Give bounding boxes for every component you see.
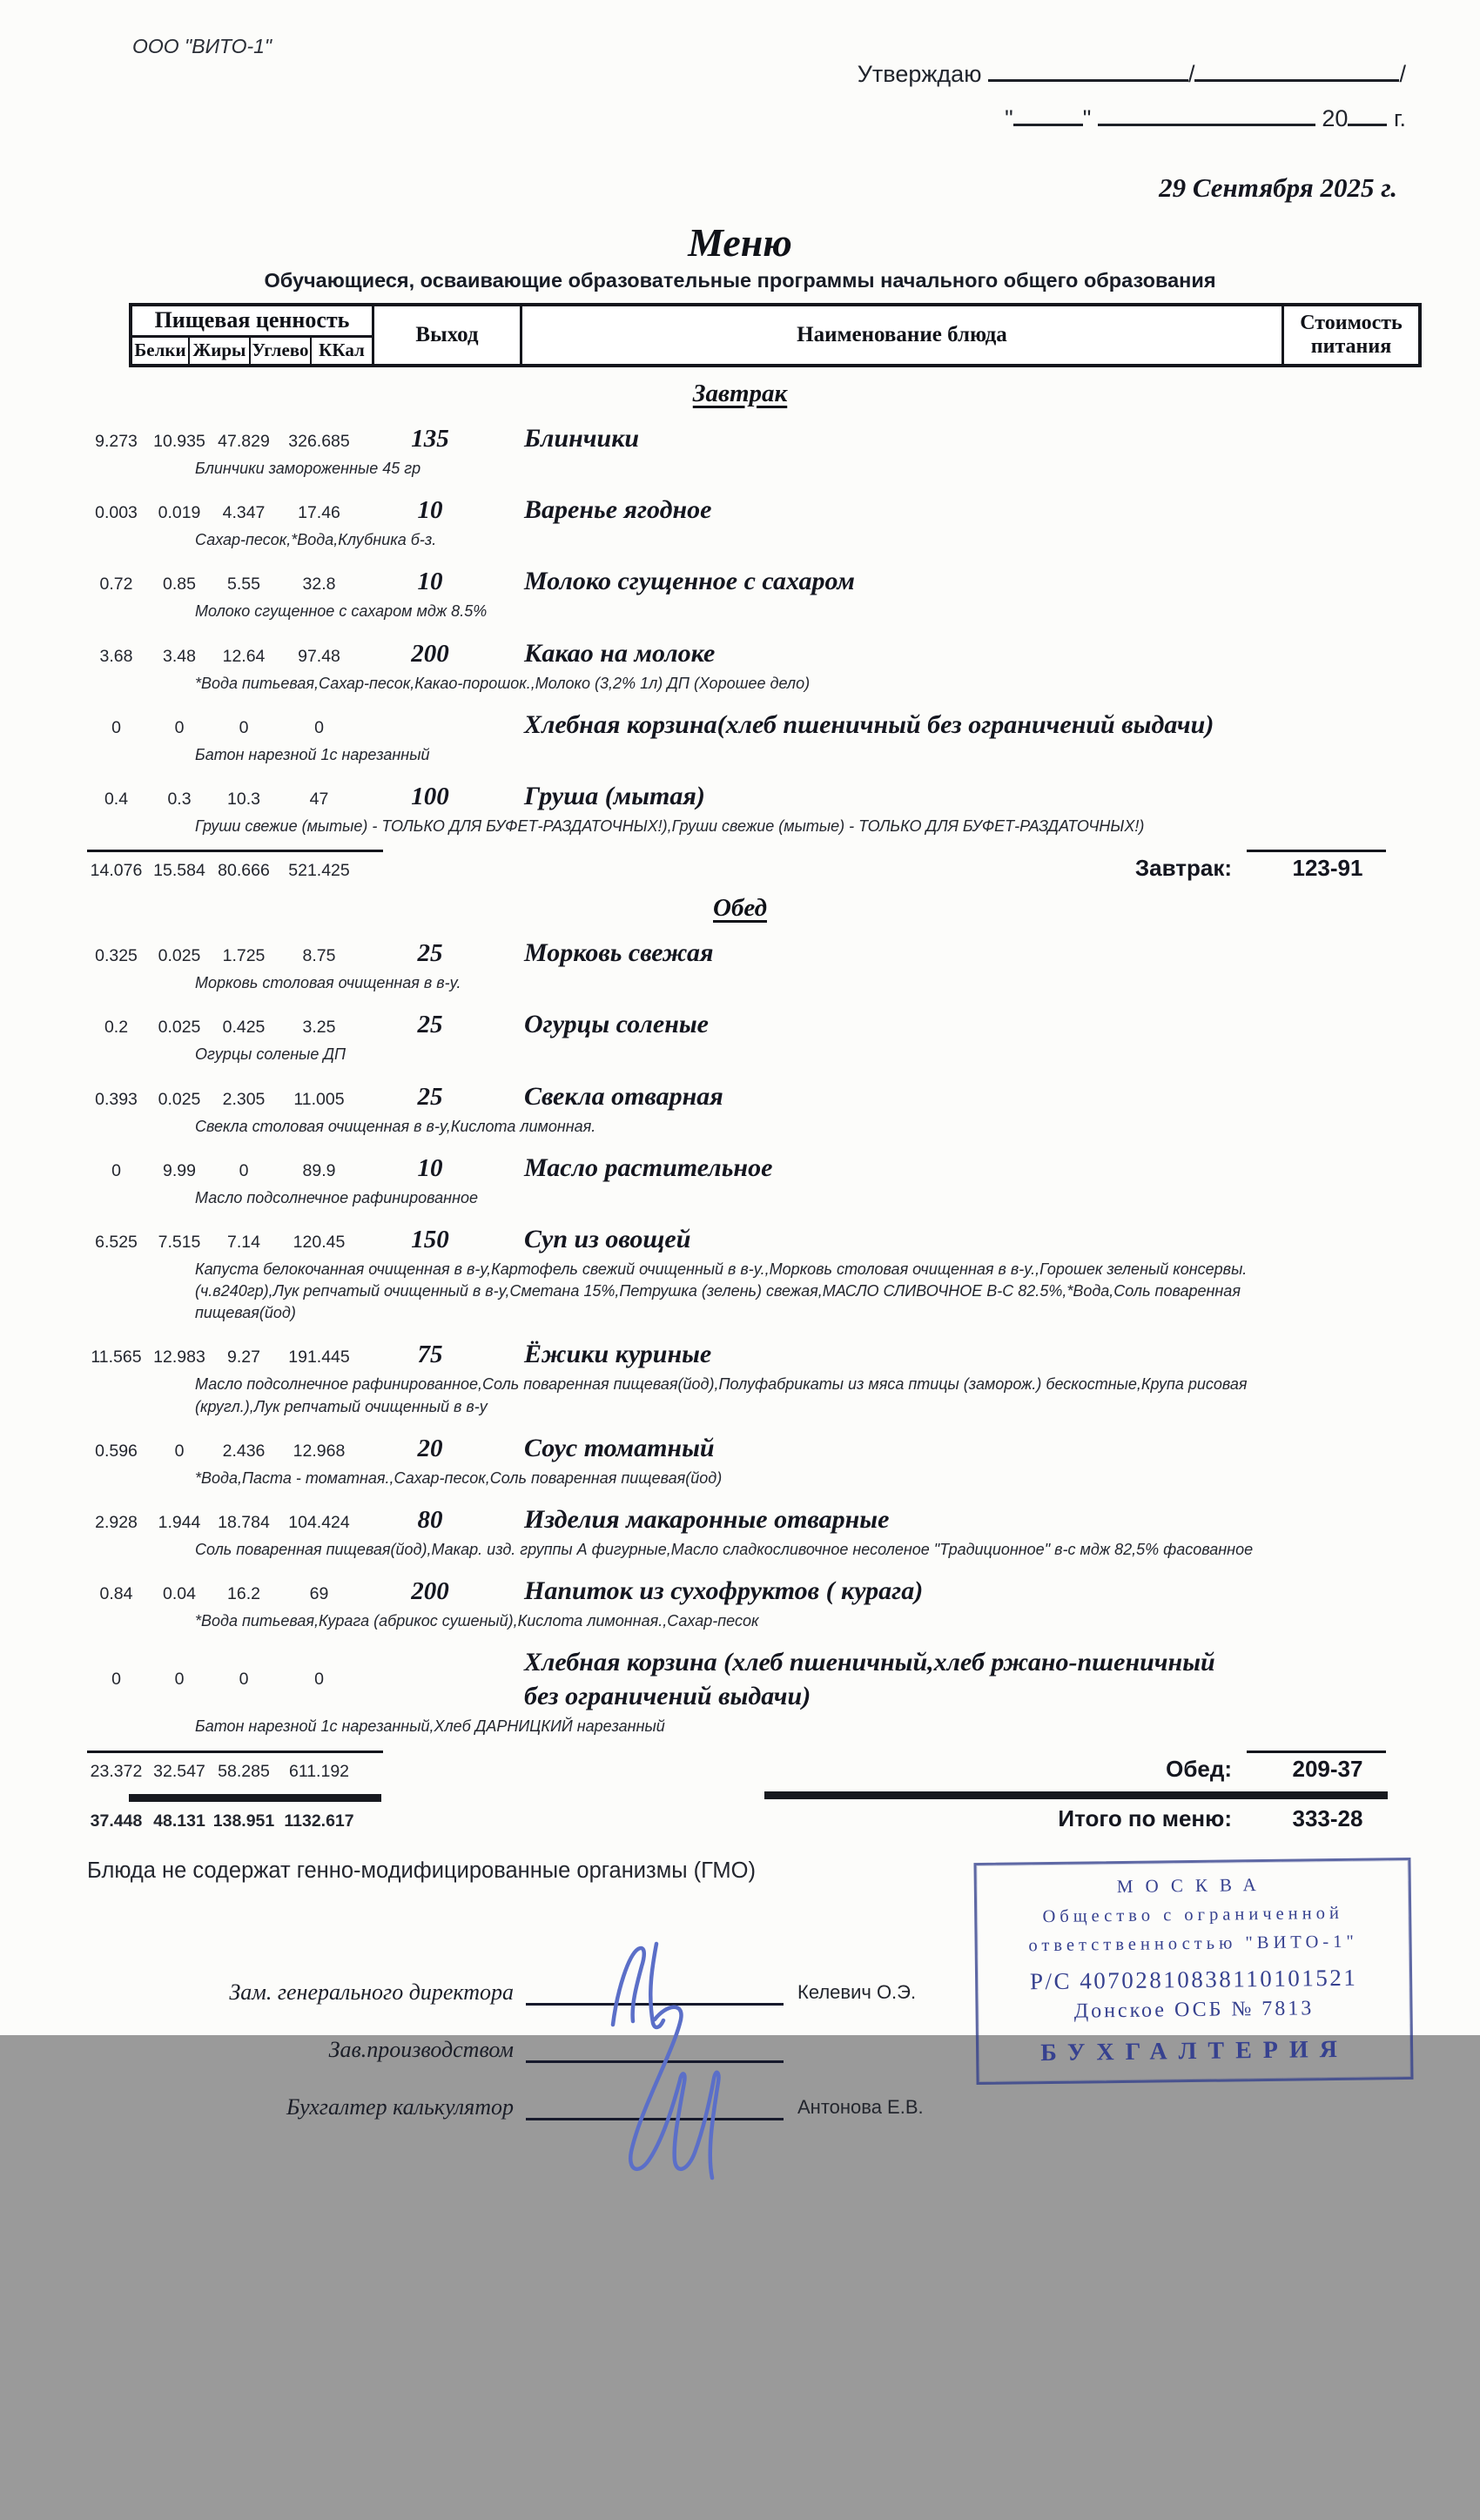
fat-value: 0.025 (158, 946, 201, 966)
dish-name: Огурцы соленые (524, 1010, 709, 1039)
protein-value: 9.273 (95, 432, 138, 451)
menu-row (0, 564, 1480, 598)
kcal-value: 11.005 (293, 1089, 345, 1109)
dish-ingredients: Капуста белокочанная очищенная в в-у,Картофель свежий очищенный в в-у.,Морковь столовая очищенная в в-у.,Горошек зеленый консервы.(ч.в240гр),Лук репчатый очищенный в в-у,Сметана 15%,Петрушка (зелень) свежая,МАСЛО СЛИВОЧНОЕ В-С 82.5%,*Вода,Соль поваренная пищевая(йод) (195, 1260, 1248, 1322)
carb-value: 1.725 (222, 946, 266, 966)
grand-carb: 138.951 (212, 1811, 275, 1831)
dish-name: Суп из овощей (524, 1224, 691, 1253)
menu-row (0, 779, 1480, 813)
signature-line (526, 2056, 784, 2063)
portion-size: 20 (417, 1434, 443, 1462)
carb-value: 0 (239, 717, 249, 737)
dish-name: Изделия макаронные отварные (524, 1505, 890, 1534)
carb-value: 12.64 (222, 646, 266, 666)
nutrition-title: Пищевая ценность (132, 306, 372, 338)
portion-size: 25 (417, 1082, 443, 1111)
menu-row (0, 493, 1480, 527)
protein-value: 0.2 (104, 1018, 129, 1038)
total-label: Завтрак: (1134, 855, 1232, 882)
dish-name: Масло растительное (524, 1152, 773, 1182)
total-carb: 80.666 (218, 861, 270, 881)
fat-value: 9.99 (163, 1160, 196, 1180)
total-fat: 32.547 (153, 1761, 205, 1781)
page-title: Меню (688, 220, 792, 265)
dish-name: Хлебная корзина (хлеб пшеничный,хлеб ржано-пшеничный без ограничений выдачи) (524, 1648, 1215, 1711)
kcal-value: 8.75 (302, 946, 336, 966)
menu-row (0, 1574, 1480, 1608)
fat-value: 10.935 (153, 432, 205, 451)
portion-size: 25 (417, 1011, 443, 1039)
dish-name: Хлебная корзина(хлеб пшеничный без ограничений выдачи) (524, 709, 1214, 739)
kcal-value: 12.968 (293, 1441, 346, 1461)
protein-value: 0.84 (99, 1584, 133, 1604)
approval-line (858, 61, 1406, 88)
col-kcal: ККал (310, 338, 372, 364)
total-kcal: 521.425 (288, 861, 350, 881)
col-cost (1282, 306, 1418, 364)
fat-value: 0.019 (158, 503, 201, 523)
carb-value: 0 (239, 1160, 249, 1180)
signature-line (526, 1999, 784, 2006)
portion-size: 25 (417, 939, 443, 968)
signature-blank (988, 77, 1188, 82)
signature-blank (1194, 77, 1399, 82)
month-blank (1098, 122, 1315, 126)
carb-value: 10.3 (227, 789, 260, 809)
menu-row (0, 1431, 1480, 1465)
grand-total-label-row (500, 1805, 1480, 1832)
total-protein: 23.372 (90, 1761, 143, 1781)
carb-value: 47.829 (218, 432, 270, 451)
signatures-block (0, 1971, 1480, 2120)
organization-name: ООО "ВИТО-1" (132, 35, 272, 57)
fat-value: 0 (174, 717, 185, 737)
kcal-value: 47 (309, 789, 329, 809)
carb-value: 18.784 (218, 1513, 270, 1532)
lunch-totals (0, 1751, 1480, 1783)
portion-size: 10 (417, 568, 443, 596)
kcal-value: 104.424 (288, 1513, 350, 1532)
dish-ingredients: Груши свежие (мытые) - ТОЛЬКО ДЛЯ БУФЕТ-РАЗДАТОЧНЫХ!),Груши свежие (мытые) - ТОЛЬКО ДЛЯ БУФЕТ-РАЗДАТОЧНЫХ!) (195, 816, 1145, 835)
menu-row (0, 1645, 1480, 1713)
kcal-value: 3.25 (302, 1018, 336, 1038)
stamp-account: Р/С 40702810838110101521 (1029, 1964, 1358, 1994)
kcal-value: 120.45 (293, 1232, 346, 1252)
dish-name: Напиток из сухофруктов ( курага) (524, 1576, 924, 1606)
slash: / (1187, 61, 1195, 87)
grand-fat: 48.131 (153, 1811, 205, 1831)
protein-value: 11.565 (91, 1347, 142, 1368)
carb-value: 4.347 (222, 503, 266, 523)
total-protein: 14.076 (90, 861, 143, 881)
protein-value: 2.928 (95, 1513, 138, 1532)
signature-row (139, 1971, 1480, 2006)
stamp-line2: Общество с ограниченной (1042, 1903, 1344, 1926)
carb-value: 9.27 (227, 1347, 260, 1368)
total-kcal: 611.192 (288, 1761, 350, 1781)
col-dish: Наименование блюда (520, 306, 1282, 364)
grand-total-divider (0, 1791, 1480, 1802)
protein-value: 0 (111, 1669, 121, 1689)
col-output: Выход (372, 306, 520, 364)
dish-name: Груша (мытая) (524, 781, 705, 810)
quote-mark: " (1082, 105, 1092, 131)
protein-value: 0.4 (104, 789, 129, 809)
dish-ingredients: Свекла столовая очищенная в в-у,Кислота лимонная. (195, 1117, 596, 1135)
fat-value: 0.04 (163, 1584, 196, 1604)
menu-row (0, 1222, 1480, 1256)
section-title-lunch: Обед (713, 894, 767, 923)
breakfast-total-label-row (500, 855, 1480, 882)
signer-name: Келевич О.Э. (797, 1980, 917, 2003)
fat-value: 0 (174, 1669, 185, 1689)
signature-line (526, 2113, 784, 2120)
portion-size: 200 (411, 1577, 449, 1606)
carb-value: 16.2 (227, 1584, 260, 1604)
carb-value: 0.425 (222, 1018, 266, 1038)
portion-size: 200 (411, 639, 449, 668)
portion-size: 135 (411, 425, 449, 453)
protein-value: 0.325 (95, 946, 138, 966)
fat-value: 1.944 (158, 1513, 201, 1532)
portion-size: 100 (411, 782, 449, 810)
footer (0, 1858, 1480, 2520)
grand-protein: 37.448 (90, 1811, 143, 1831)
col-protein: Белки (134, 339, 186, 360)
menu-row (0, 1337, 1480, 1371)
dish-ingredients: Блинчики замороженные 45 гр (195, 460, 421, 477)
kcal-value: 69 (309, 1584, 329, 1604)
dish-name: Варенье ягодное (524, 495, 712, 525)
divider-bar (129, 1794, 381, 1802)
signer-name: Антонова Е.В. (797, 2095, 924, 2118)
col-carb: Углево (249, 338, 310, 364)
stamp-bank: Донское ОСБ № 7813 (1073, 1996, 1315, 2023)
dish-ingredients: Огурцы соленые ДП (195, 1045, 346, 1064)
protein-value: 3.68 (99, 646, 133, 666)
kcal-value: 0 (314, 717, 324, 737)
breakfast-totals (0, 850, 1480, 882)
kcal-value: 32.8 (302, 575, 336, 595)
date-blank (1013, 122, 1083, 126)
carb-value: 0 (239, 1669, 249, 1689)
dish-ingredients: *Вода,Паста - томатная.,Сахар-песок,Соль поваренная пищевая(йод) (195, 1468, 723, 1487)
quote-mark: " (1005, 105, 1013, 131)
slash: / (1399, 61, 1406, 87)
document-date: 29 Сентября 2025 г. (1159, 172, 1397, 203)
kcal-value: 17.46 (298, 503, 340, 523)
cost-line2: питания (1310, 335, 1392, 358)
dish-ingredients: Батон нарезной 1с нарезанный (195, 745, 430, 763)
approval-block (858, 61, 1406, 132)
portion-size: 10 (417, 1153, 443, 1182)
fat-value: 0 (174, 1441, 185, 1461)
dish-name: Какао на молоке (524, 638, 716, 668)
menu-row (0, 708, 1480, 742)
breakfast-rows (0, 421, 1480, 837)
signer-role: Зам. генерального директора (229, 1979, 514, 2005)
lunch-total-label-row (500, 1756, 1480, 1783)
kcal-value: 191.445 (288, 1347, 350, 1368)
dish-ingredients: Морковь столовая очищенная в в-у. (195, 974, 461, 992)
cost-line1: Стоимость (1300, 312, 1403, 335)
nutrition-header (132, 306, 372, 364)
section-title-breakfast: Завтрак (692, 380, 788, 407)
divider-bar (764, 1791, 1388, 1799)
dish-ingredients: *Вода питьевая,Сахар-песок,Какао-порошок.,Молоко (3,2% 1л) ДП (Хорошее дело) (195, 674, 811, 692)
grand-kcal: 1132.617 (284, 1811, 354, 1831)
grand-total-label: Итого по меню: (1058, 1804, 1232, 1831)
menu-row (0, 936, 1480, 970)
portion-size: 75 (417, 1341, 443, 1369)
dish-name: Блинчики (524, 424, 640, 453)
portion-size: 10 (417, 496, 443, 525)
menu-row (0, 421, 1480, 455)
menu-row (0, 636, 1480, 670)
dish-name: Свекла отварная (524, 1081, 723, 1111)
approve-label: Утверждаю (857, 61, 982, 87)
dish-ingredients: Масло подсолнечное рафинированное (195, 1188, 479, 1206)
year-prefix: 20 (1322, 105, 1349, 131)
signature-row (139, 2086, 1480, 2120)
dish-name: Морковь свежая (524, 938, 714, 968)
menu-row (0, 1007, 1480, 1041)
menu-row (0, 1079, 1480, 1113)
fat-value: 12.983 (153, 1347, 205, 1368)
table-header (129, 303, 1422, 367)
portion-size: 80 (417, 1506, 443, 1534)
carb-value: 2.305 (222, 1089, 266, 1109)
total-cost: 209-37 (1292, 1755, 1363, 1782)
page-subtitle: Обучающиеся, осваивающие образовательные программы начального общего образования (264, 269, 1216, 292)
lunch-rows (0, 936, 1480, 1737)
stamp-department: БУХГАЛТЕРИЯ (1040, 2035, 1349, 2066)
grand-total-cost: 333-28 (1292, 1804, 1363, 1831)
signer-role: Бухгалтер калькулятор (286, 2093, 514, 2120)
carb-value: 5.55 (227, 575, 260, 595)
signer-role: Зав.производством (328, 2036, 514, 2062)
stamp-city: МОСКВА (1116, 1873, 1268, 1897)
fat-value: 0.025 (158, 1089, 201, 1109)
kcal-value: 89.9 (302, 1160, 336, 1180)
nutrition-columns (132, 338, 372, 364)
protein-value: 6.525 (95, 1232, 138, 1252)
carb-value: 2.436 (222, 1441, 266, 1461)
fat-value: 0.025 (158, 1018, 201, 1038)
menu-row (0, 1151, 1480, 1185)
dish-name: Ёжики куриные (524, 1340, 712, 1369)
protein-value: 0.596 (95, 1441, 138, 1461)
approval-date-line (858, 105, 1406, 132)
stamp-line3: ответственностью "ВИТО-1" (1028, 1932, 1358, 1955)
dish-ingredients: *Вода питьевая,Курага (абрикос сушеный),Кислота лимонная.,Сахар-песок (195, 1612, 759, 1630)
protein-value: 0 (111, 717, 121, 737)
dish-name: Молоко сгущенное с сахаром (524, 567, 855, 596)
year-blank (1348, 122, 1387, 126)
year-suffix: г. (1393, 105, 1406, 131)
kcal-value: 326.685 (288, 432, 350, 451)
grand-totals (0, 1802, 1480, 1832)
total-label: Обед: (1166, 1755, 1232, 1782)
fat-value: 7.515 (158, 1232, 201, 1252)
total-carb: 58.285 (218, 1761, 270, 1781)
total-cost: 123-91 (1292, 855, 1363, 882)
gmo-note: Блюда не содержат генно-модифицированные организмы (ГМО) (87, 1858, 756, 1883)
signature-row (139, 2028, 1480, 2063)
dish-ingredients: Сахар-песок,*Вода,Клубника б-з. (195, 531, 437, 549)
protein-value: 0.003 (95, 503, 138, 523)
portion-size: 150 (411, 1225, 449, 1253)
dish-ingredients: Батон нарезной 1с нарезанный,Хлеб ДАРНИЦКИЙ нарезанный (195, 1717, 665, 1736)
dish-ingredients: Масло подсолнечное рафинированное,Соль поваренная пищевая(йод),Полуфабрикаты из мяса птицы (заморож.) бескостные,Крупа рисовая (кругл.),Лук репчатый очищенный в в-у (195, 1375, 1248, 1415)
protein-value: 0.72 (99, 575, 133, 595)
fat-value: 3.48 (163, 646, 196, 666)
carb-value: 7.14 (227, 1232, 260, 1252)
menu-row (0, 1502, 1480, 1536)
col-fat: Жиры (188, 338, 249, 364)
protein-value: 0.393 (95, 1089, 138, 1109)
dish-ingredients: Молоко сгущенное с сахаром мдж 8.5% (195, 602, 488, 621)
protein-value: 0 (111, 1160, 121, 1180)
dish-ingredients: Соль поваренная пищевая(йод),Макар. изд. группы А фигурные,Масло сладкосливочное несоленое "Традиционное" в-с мдж 82,5% фасованное (195, 1541, 1254, 1558)
total-fat: 15.584 (153, 861, 205, 881)
kcal-value: 0 (314, 1669, 324, 1689)
fat-value: 0.85 (163, 575, 196, 595)
fat-value: 0.3 (167, 789, 192, 809)
kcal-value: 97.48 (298, 646, 340, 666)
dish-name: Соус томатный (524, 1433, 715, 1462)
